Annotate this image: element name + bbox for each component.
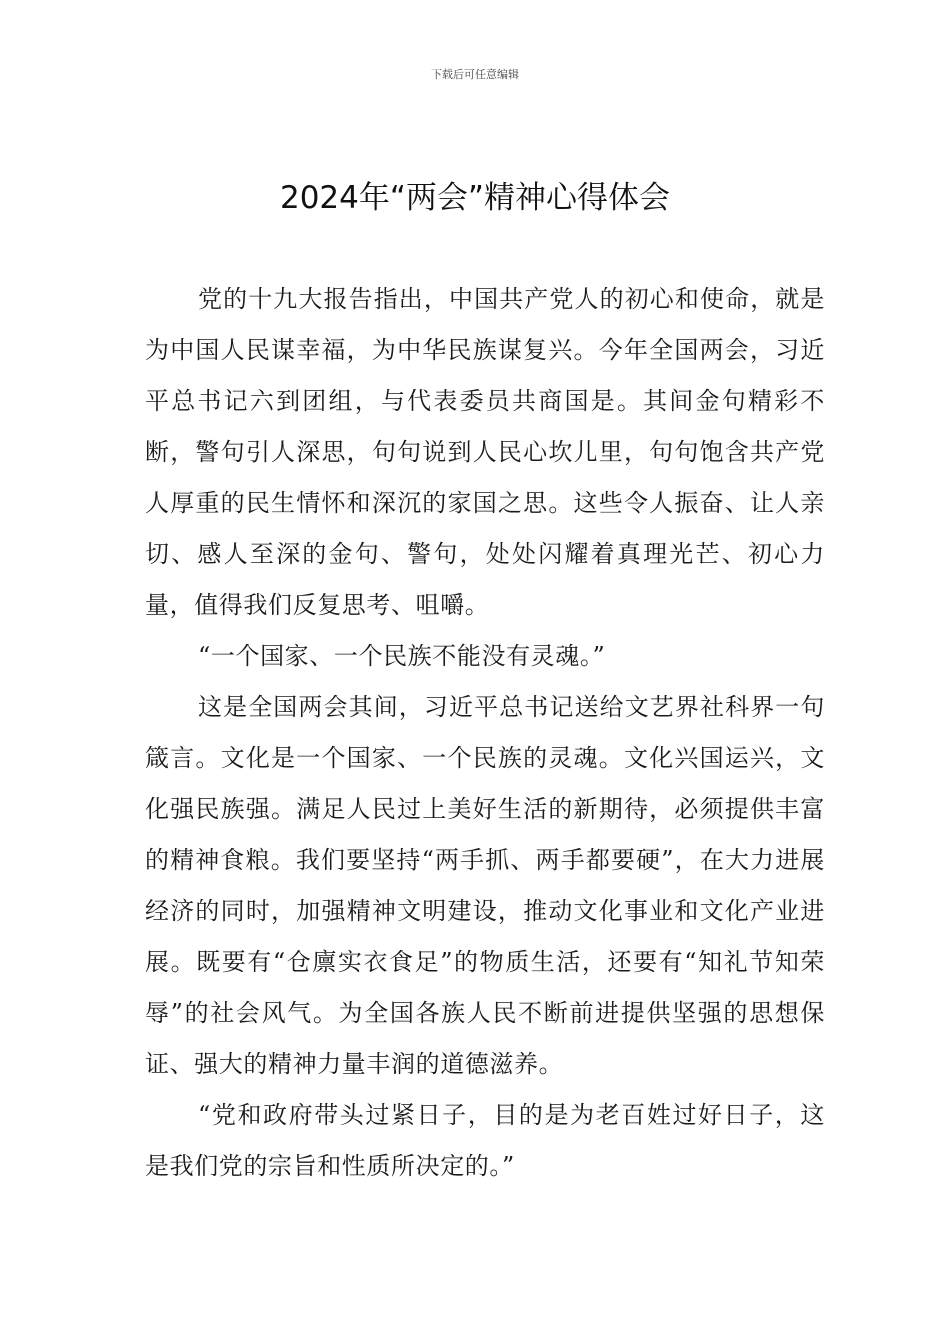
header-note: 下载后可任意编辑	[431, 68, 519, 81]
paragraph-culture: 这是全国两会其间，习近平总书记送给文艺界社科界一句箴言。文化是一个国家、一个民族的灵魂。文化兴国运兴，文化强民族强。满足人民过上美好生活的新期待，必须提供丰富的精神食粮。我们要坚持“两手抓、两手都要硬”，在大力进展经济的同时，加强精神文明建设，推动文化事业和文化产业进展。既要有“仓廪实衣食足”的物质生活，还要有“知礼节知荣辱”的社会风气。为全国各族人民不断前进提供坚强的思想保证、强大的精神力量丰润的道德滋养。	[145, 693, 825, 1078]
document-title: 2024年“两会”精神心得体会	[279, 180, 670, 216]
paragraph-intro: 党的十九大报告指出，中国共产党人的初心和使命，就是为中国人民谋幸福，为中华民族谋复兴。今年全国两会，习近平总书记六到团组，与代表委员共商国是。其间金句精彩不断，警句引人深思，句句说到人民心坎儿里，句句饱含共产党人厚重的民生情怀和深沉的家国之思。这些令人振奋、让人亲切、感人至深的金句、警句，处处闪耀着真理光芒、初心力量，值得我们反复思考、咀嚼。	[145, 285, 825, 619]
document-body	[145, 274, 825, 1192]
paragraph-quote-frugal: “党和政府带头过紧日子，目的是为老百姓过好日子，这是我们党的宗旨和性质所决定的。”	[145, 1101, 825, 1180]
paragraph-quote-soul: “一个国家、一个民族不能没有灵魂。”	[198, 642, 606, 670]
